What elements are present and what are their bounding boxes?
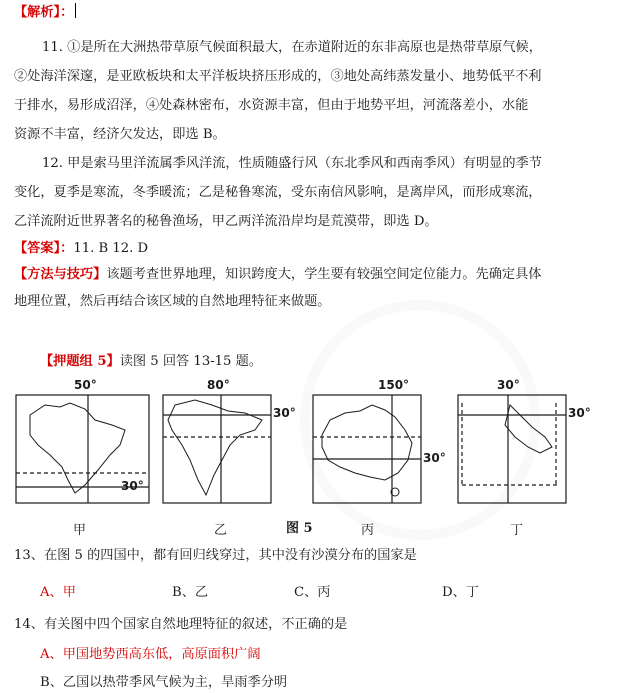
q13-option-c: C、丙 <box>294 585 331 600</box>
map-yi-lat: 30° <box>273 406 296 420</box>
map-yi-name: 乙 <box>214 523 228 538</box>
analysis-line-2: ②处海洋深邃，是亚欧板块和太平洋板块挤压形成的，③地处高纬蒸发量小、地势低平不利 <box>14 69 542 84</box>
map-jia-lat: 30° <box>121 479 144 493</box>
answer-text: 11. B 12. D <box>73 241 149 256</box>
analysis-tag-text: 【解析】： <box>14 5 74 20</box>
analysis-line-4: 资源不丰富，经济欠发达，即选 B。 <box>14 127 226 142</box>
map-ding-lon: 30° <box>497 378 520 392</box>
analysis-line-6: 变化，夏季是寒流，冬季暖流；乙是秘鲁寒流，受东南信风影响，是离岸风，而形成寒流， <box>14 185 542 200</box>
q14-option-b: B、乙国以热带季风气候为主，旱雨季分明 <box>40 675 288 690</box>
map-ding-name: 丁 <box>510 523 524 538</box>
map-bing <box>313 395 421 503</box>
map-ding <box>458 395 566 503</box>
q13-option-a: A、甲 <box>40 585 76 600</box>
analysis-line-3: 于排水，易形成沼泽，④处森林密布，水资源丰富，但由于地势平坦，河流落差小，水能 <box>14 98 529 113</box>
q14-stem: 14、有关图中四个国家自然地理特征的叙述，不正确的是 <box>14 617 348 632</box>
method-row <box>14 265 542 285</box>
group-row <box>40 352 262 372</box>
map-bing-name: 丙 <box>361 523 375 538</box>
figure-5-maps <box>0 375 624 535</box>
answer-tag: 【答案】： <box>14 241 74 256</box>
map-bing-lat: 30° <box>423 451 446 465</box>
map-yi-lon: 80° <box>207 378 230 392</box>
q13-stem: 13、在图 5 的四国中，都有回归线穿过，其中没有沙漠分布的国家是 <box>14 548 417 563</box>
map-bing-lon: 150° <box>378 378 410 392</box>
group-tag: 【押题组 5】 <box>40 354 120 369</box>
method-line-2: 地理位置，然后再结合该区域的自然地理特征来做题。 <box>14 294 331 309</box>
answer-row <box>14 239 148 259</box>
analysis-line-1: 11. ①是所在大洲热带草原气候面积最大，在赤道附近的东非高原也是热带草原气候， <box>42 40 542 55</box>
method-tag: 【方法与技巧】 <box>14 267 107 282</box>
map-jia-lon: 50° <box>74 378 97 392</box>
analysis-tag <box>14 3 76 23</box>
group-text: 读图 5 回答 13-15 题。 <box>119 354 263 369</box>
text-cursor <box>75 3 76 18</box>
q14-option-a: A、甲国地势西高东低，高原面积广阔 <box>40 647 261 662</box>
map-yi <box>163 395 271 503</box>
figure-caption: 图 5 <box>286 521 313 536</box>
analysis-line-7: 乙洋流附近世界著名的秘鲁渔场，甲乙两洋流沿岸均是荒漠带，即选 D。 <box>14 214 438 229</box>
map-jia-name: 甲 <box>73 523 87 538</box>
method-line-1: 该题考查世界地理，知识跨度大，学生要有较强空间定位能力。先确定具体 <box>106 267 542 282</box>
analysis-line-5: 12. 甲是索马里洋流属季风洋流，性质随盛行风（东北季风和西南季风）有明显的季节 <box>42 156 542 171</box>
q13-option-d: D、丁 <box>442 585 479 600</box>
q13-option-b: B、乙 <box>172 585 209 600</box>
map-ding-lat: 30° <box>568 406 591 420</box>
